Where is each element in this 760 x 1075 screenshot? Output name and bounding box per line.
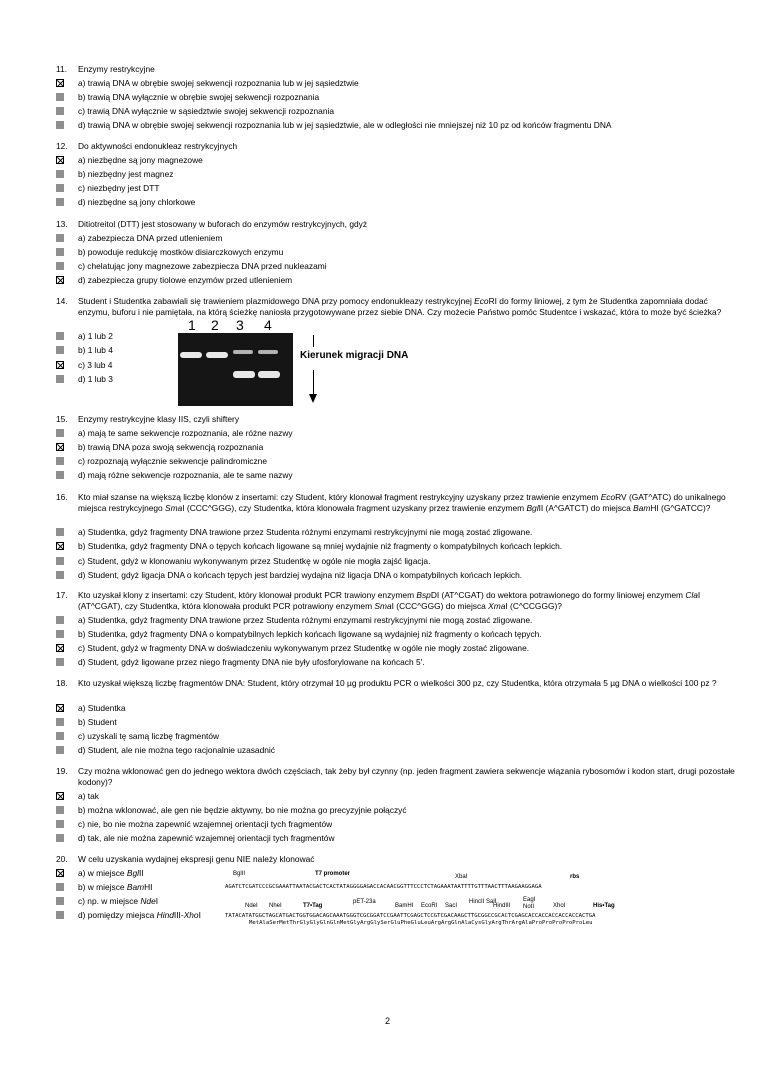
gel-band xyxy=(233,350,253,354)
checked-checkbox-icon[interactable] xyxy=(56,542,64,550)
answer-text: d) mają różne sekwencje rozpoznania, ale te same nazwy xyxy=(78,470,293,481)
question-text: W celu uzyskania wydajnej ekspresji genu NIE należy klonować xyxy=(78,854,315,864)
answer-text: c) nie, bo nie można zapewnić wzajemnej orientacji tych fragmentów xyxy=(78,818,333,829)
site-label: HindIII xyxy=(493,903,511,909)
checkbox-icon[interactable] xyxy=(56,616,64,624)
checkbox-icon[interactable] xyxy=(56,732,64,740)
answer-text: a) Studentka, gdyż fragmenty DNA trawione przez Studenta różnymi enzymami restrykcyjnymi nie mogą zostać zligowane. xyxy=(78,527,533,538)
question-number: 12. xyxy=(56,141,68,151)
migration-label: Kierunek migracji DNA xyxy=(300,350,409,361)
answer-text: b) niezbędny jest magnez xyxy=(78,169,174,180)
migration-arrow xyxy=(313,335,314,347)
question-text: Student i Studentka zabawiali się trawieniem plazmidowego DNA przy pomocy endonukleazy restrykcyjnej EcoRI do formy liniowej, z tym że Studentka zapomniała dodać enzymu, buforu i nie pamiętała, na którą ścieżkę naniosła przygotowywane przez siebie DNA. Czy możecie Państwo pomóc Studentce i wskazać, która to może być ścieżka? xyxy=(78,296,722,317)
answer-text: c) np. w miejsce NdeI xyxy=(78,896,159,907)
dna-sequence: TATACATATGGCTAGCATGACTGGTGGACAGCAAATGGGTCGCGGATCCGAATTCGAGCTCCGTCGACAAGCTTGCGGCCGCACTCGAGCACCACCACCACCACCACTGA xyxy=(225,913,596,919)
question-number: 11. xyxy=(56,64,68,74)
gel-band xyxy=(258,371,280,378)
answer-text: d) Student, ale nie można tego racjonalnie uzasadnić xyxy=(78,745,275,755)
gel-band xyxy=(206,352,228,358)
answer-text: a) trawią DNA w obrębie swojej sekwencji rozpoznania lub w jej sąsiedztwie xyxy=(78,78,359,89)
checkbox-icon[interactable] xyxy=(56,93,64,101)
question-text: Do aktywności endonukleaz restrykcyjnych xyxy=(78,141,238,151)
gel-band xyxy=(258,350,278,354)
question-number: 13. xyxy=(56,219,68,229)
answer-text: a) tak xyxy=(78,790,99,801)
checkbox-icon[interactable] xyxy=(56,630,64,638)
checkbox-icon[interactable] xyxy=(56,718,64,726)
site-label: SacI xyxy=(445,903,458,909)
gel-lane-label: 4 xyxy=(264,317,272,333)
checkbox-icon[interactable] xyxy=(56,184,64,192)
gel-lane-label: 1 xyxy=(188,317,196,333)
answer-text: c) niezbędny jest DTT xyxy=(78,183,160,194)
answer-text: d) tak, ale nie można zapewnić wzajemnej orientacji tych fragmentów xyxy=(78,833,335,843)
answer-text: b) powoduje redukcję mostków disiarczkowych enzymu xyxy=(78,247,284,258)
page-number: 2 xyxy=(385,1016,391,1026)
answer-text: c) Student, gdyż w fragmenty DNA w doświadczeniu wykonywanym przez Studentkę w ogóle nie mogły zostać zligowane. xyxy=(78,642,530,653)
answer-text: c) trawią DNA wyłącznie w sąsiedztwie swojej sekwencji rozpoznania xyxy=(78,106,335,117)
site-label: EcoRI xyxy=(421,903,438,909)
question-number: 16. xyxy=(56,492,68,502)
checkbox-icon[interactable] xyxy=(56,121,64,129)
migration-arrowhead xyxy=(309,394,317,403)
gel-lane-label: 3 xyxy=(236,317,244,333)
answer-text: a) zabezpiecza DNA przed utlenieniem xyxy=(78,233,223,244)
checkbox-icon[interactable] xyxy=(56,571,64,579)
answer-text: c) Student, gdyż w klonowaniu wykonywanym przez Studentkę w ogóle nie mogła zajść ligacja. xyxy=(78,555,431,566)
answer-text: b) Studentka, gdyż fragmenty DNA o kompatybilnych lepkich końcach ligowane są wydajniej niż fragmenty o końcach tępych. xyxy=(78,628,542,639)
answer-text: c) 3 lub 4 xyxy=(78,359,113,370)
checkbox-icon[interactable] xyxy=(56,471,64,479)
site-label: rbs xyxy=(570,874,580,880)
answer-text: b) w miejsce BamHI xyxy=(78,882,153,893)
checked-checkbox-icon[interactable] xyxy=(56,792,64,800)
answer-text: d) pomiędzy miejsca HindIII-XhoI xyxy=(78,910,201,921)
answer-text: a) w miejsce BglII xyxy=(78,868,144,879)
checkbox-icon[interactable] xyxy=(56,262,64,270)
question-text: Czy można wklonować gen do jednego wektora dwóch częściach, tak żeby był czynny (np. jeden fragment zawiera sekwencje wiązania rybosomów i kodon start, drugi pozostałe kodony)? xyxy=(78,766,735,787)
checkbox-icon[interactable] xyxy=(56,557,64,565)
site-label: NdeI xyxy=(245,903,258,909)
site-label: T7•Tag xyxy=(303,903,323,909)
answer-text: c) chelatując jony magnezowe zabezpiecza DNA przed nukleazami xyxy=(78,261,327,272)
question-number: 20. xyxy=(56,854,68,864)
site-label: XhoI xyxy=(553,903,566,909)
checkbox-icon[interactable] xyxy=(56,107,64,115)
answer-text: b) 1 lub 4 xyxy=(78,345,113,356)
answer-text: a) niezbędne są jony magnezowe xyxy=(78,155,203,166)
checked-checkbox-icon[interactable] xyxy=(56,79,64,87)
checkbox-icon[interactable] xyxy=(56,375,64,383)
checked-checkbox-icon[interactable] xyxy=(56,276,64,284)
answer-text: b) Studentka, gdyż fragmenty DNA o tępych końcach ligowane są mniej wydajnie niż fragmenty o kompatybilnych końcach lepkich. xyxy=(78,541,563,552)
gel-image xyxy=(178,333,293,406)
migration-arrow xyxy=(313,370,314,396)
question-text: Kto uzyskał klony z insertami: czy Student, który klonował produkt PCR trawiony enzymem BspDI (AT^CGAT) do wektora potrawionego do formy liniowej enzymem ClaI (AT^CGAT), czy Studentka, która klonowała produkt PCR potrawiony enzymem SmaI (CCC^GGG) do miejsca XmaI (C^CCGGG)? xyxy=(78,590,701,611)
site-label: EagI NotI xyxy=(523,897,536,910)
answer-text: a) Studentka xyxy=(78,702,126,713)
checked-checkbox-icon[interactable] xyxy=(56,361,64,369)
question-text: Ditiotreitol (DTT) jest stosowany w buforach do enzymów restrykcyjnych, gdyż xyxy=(78,219,368,229)
question-number: 15. xyxy=(56,414,68,424)
checkbox-icon[interactable] xyxy=(56,658,64,666)
checkbox-icon[interactable] xyxy=(56,332,64,340)
answer-text: b) Student xyxy=(78,716,117,727)
checked-checkbox-icon[interactable] xyxy=(56,644,64,652)
site-label: XbaI xyxy=(455,874,468,880)
checkbox-icon[interactable] xyxy=(56,429,64,437)
site-label: BglII xyxy=(233,871,246,877)
answer-text: d) 1 lub 3 xyxy=(78,373,113,384)
question-number: 14. xyxy=(56,296,68,306)
answer-text: b) trawią DNA wyłącznie w obrębie swojej sekwencji rozpoznania xyxy=(78,92,320,103)
answer-text: c) uzyskali tę samą liczbę fragmentów xyxy=(78,730,220,741)
checkbox-icon[interactable] xyxy=(56,198,64,206)
question-number: 19. xyxy=(56,766,68,776)
checked-checkbox-icon[interactable] xyxy=(56,869,64,877)
answer-text: c) rozpoznają wyłącznie sekwencje palindromiczne xyxy=(78,456,267,467)
site-label: T7 promoter xyxy=(315,871,351,877)
question-text: Enzymy restrykcyjne klasy IIS, czyli shiftery xyxy=(78,414,240,424)
dna-sequence: AGATCTCGATCCCGCGAAATTAATACGACTCACTATAGGGGAGACCACAACGGTTTCCCTCTAGAAATAATTTTGTTTAACTTTAAGAAGGAGA xyxy=(225,884,542,890)
checked-checkbox-icon[interactable] xyxy=(56,704,64,712)
checked-checkbox-icon[interactable] xyxy=(56,156,64,164)
site-label: HincII SalI xyxy=(469,899,497,905)
site-label: pET-23a xyxy=(353,899,376,905)
checkbox-icon[interactable] xyxy=(56,820,64,828)
checkbox-icon[interactable] xyxy=(56,170,64,178)
question-number: 18. xyxy=(56,678,68,688)
checkbox-icon[interactable] xyxy=(56,897,64,905)
site-label: NheI xyxy=(269,903,282,909)
site-label: His•Tag xyxy=(593,903,615,909)
answer-text: a) Studentka, gdyż fragmenty DNA trawione przez Studenta różnymi enzymami restrykcyjnymi nie mogą zostać zligowane. xyxy=(78,614,533,625)
checkbox-icon[interactable] xyxy=(56,834,64,842)
answer-text: a) mają te same sekwencje rozpoznania, ale różne nazwy xyxy=(78,428,293,439)
checkbox-icon[interactable] xyxy=(56,457,64,465)
answer-text: d) Student, gdyż ligowane przez niego fragmenty DNA nie były ufosforylowane na końcach 5'. xyxy=(78,657,425,667)
checkbox-icon[interactable] xyxy=(56,883,64,891)
checkbox-icon[interactable] xyxy=(56,911,64,919)
answer-text: d) Student, gdyż ligacja DNA o końcach tępych jest bardziej wydajna niż ligacja DNA o kompatybilnych końcach lepkich. xyxy=(78,569,523,580)
answer-text: d) niezbędne są jony chlorkowe xyxy=(78,197,196,208)
question-number: 17. xyxy=(56,590,68,600)
answer-text: d) trawią DNA w obrębie swojej sekwencji rozpoznania lub w jej sąsiedztwie, ale w odległości nie mniejszej niż 10 pz od końców fragmentu DNA xyxy=(78,120,612,131)
question-text: Enzymy restrykcyjne xyxy=(78,64,155,74)
checked-checkbox-icon[interactable] xyxy=(56,443,64,451)
checkbox-icon[interactable] xyxy=(56,806,64,814)
site-label: BamHI xyxy=(395,903,414,909)
answer-text: b) trawią DNA poza swoją sekwencją rozpoznania xyxy=(78,442,264,453)
answer-text: d) zabezpiecza grupy tiolowe enzymów przed utlenieniem xyxy=(78,275,293,286)
checkbox-icon[interactable] xyxy=(56,346,64,354)
question-text: Kto miał szanse na większą liczbę klonów z insertami: czy Student, który klonował fragment restrykcyjny uzyskany przez trawienie enzymem EcoRV (GAT^ATC) do unikalnego miejsca restrykcyjnego SmaI (CCC^GGG), czy Studentka, która klonowała fragment uzyskany przez trawienie enzymem BglII (A^GATCT) do miejsca BamHI (G^GATCC)? xyxy=(78,492,726,513)
answer-text: b) można wklonować, ale gen nie będzie aktywny, bo nie można go precyzyjnie połączyć xyxy=(78,804,407,815)
gel-lane-label: 2 xyxy=(211,317,219,333)
checkbox-icon[interactable] xyxy=(56,248,64,256)
question-text: Kto uzyskał większą liczbę fragmentów DNA: Student, który otrzymał 10 µg produktu PCR o wielkości 300 pz, czy Studentka, która otrzymała 5 µg DNA o wielkości 100 pz ? xyxy=(78,678,717,688)
checkbox-icon[interactable] xyxy=(56,234,64,242)
gel-band xyxy=(233,371,255,378)
answer-text: a) 1 lub 2 xyxy=(78,331,113,342)
checkbox-icon[interactable] xyxy=(56,746,64,754)
gel-band xyxy=(180,352,202,358)
protein-sequence: MetAlaSerMetThrGlyGlyGlnGlnMetGlyArgGlySerGluPheGluLeuArgArgGlnAlaCysGlyArgThrArgAlaProProProProProLeu xyxy=(249,920,593,926)
checkbox-icon[interactable] xyxy=(56,528,64,536)
